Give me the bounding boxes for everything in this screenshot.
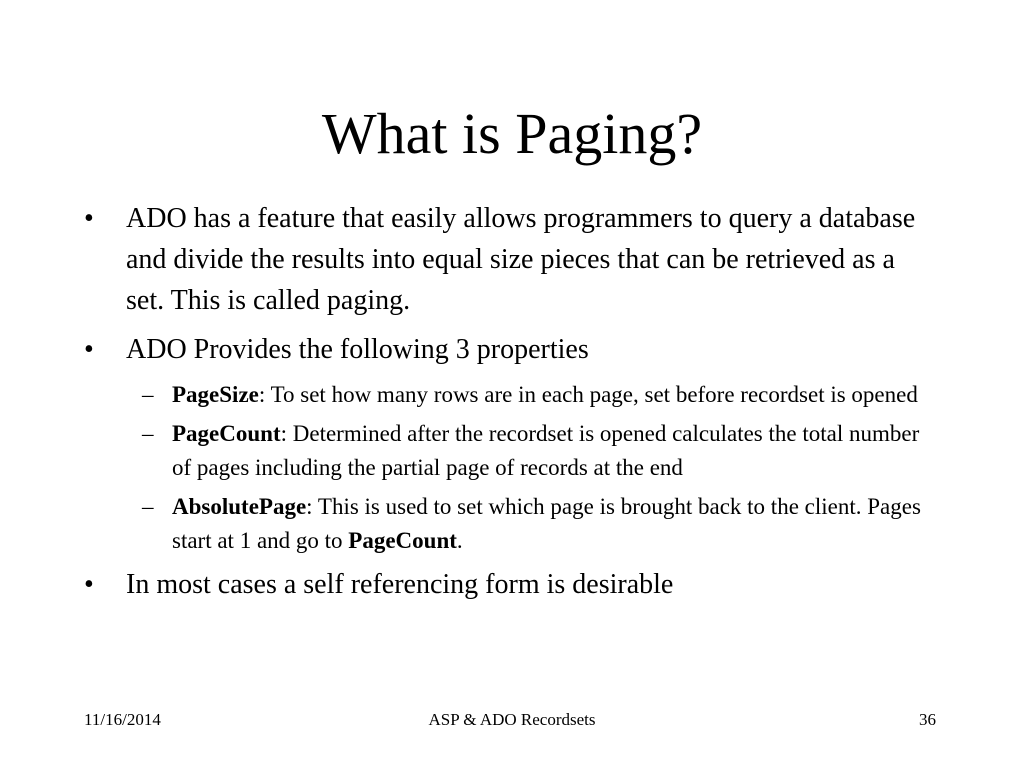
bullet-text: ADO Provides the following 3 properties: [126, 334, 589, 365]
sub-bullet-mark: –: [142, 421, 154, 446]
sub-bullet-mark: –: [142, 494, 154, 519]
sub-bullet-item: [84, 490, 934, 558]
bullet-item: [84, 198, 934, 321]
slide-body: [84, 198, 934, 613]
sub-bullet-text: : This is used to set which page is brought back to the client. Pages start at 1 and go to: [172, 494, 921, 553]
property-term: PageSize: [172, 382, 259, 407]
sub-bullet-item: [84, 417, 934, 485]
sub-bullet-text: : Determined after the recordset is opened calculates the total number of pages including the partial page of records at the end: [172, 421, 920, 480]
bullet-text: In most cases a self referencing form is desirable: [126, 569, 674, 600]
sub-bullet-mark: –: [142, 382, 154, 407]
slide-title: What is Paging?: [321, 101, 703, 166]
bullet-item: [84, 329, 934, 370]
sub-bullet-text: : To set how many rows are in each page, set before recordset is opened: [258, 382, 918, 407]
footer-title: ASP & ADO Recordsets: [428, 710, 596, 729]
footer-page-number: 36: [919, 710, 936, 729]
sub-bullet-item: [84, 378, 934, 412]
property-term: PageCount: [348, 528, 457, 553]
bullet-mark: •: [84, 203, 94, 234]
sub-bullet-text: .: [456, 528, 463, 553]
bullet-item: [84, 564, 934, 605]
bullet-mark: •: [84, 569, 94, 600]
property-term: AbsolutePage: [172, 494, 307, 519]
property-term: PageCount: [172, 421, 281, 446]
footer-date: 11/16/2014: [84, 710, 161, 729]
bullet-mark: •: [84, 334, 94, 365]
bullet-text: ADO has a feature that easily allows programmers to query a database and divide the results into equal size pieces that can be retrieved as a set. This is called paging.: [126, 203, 916, 316]
